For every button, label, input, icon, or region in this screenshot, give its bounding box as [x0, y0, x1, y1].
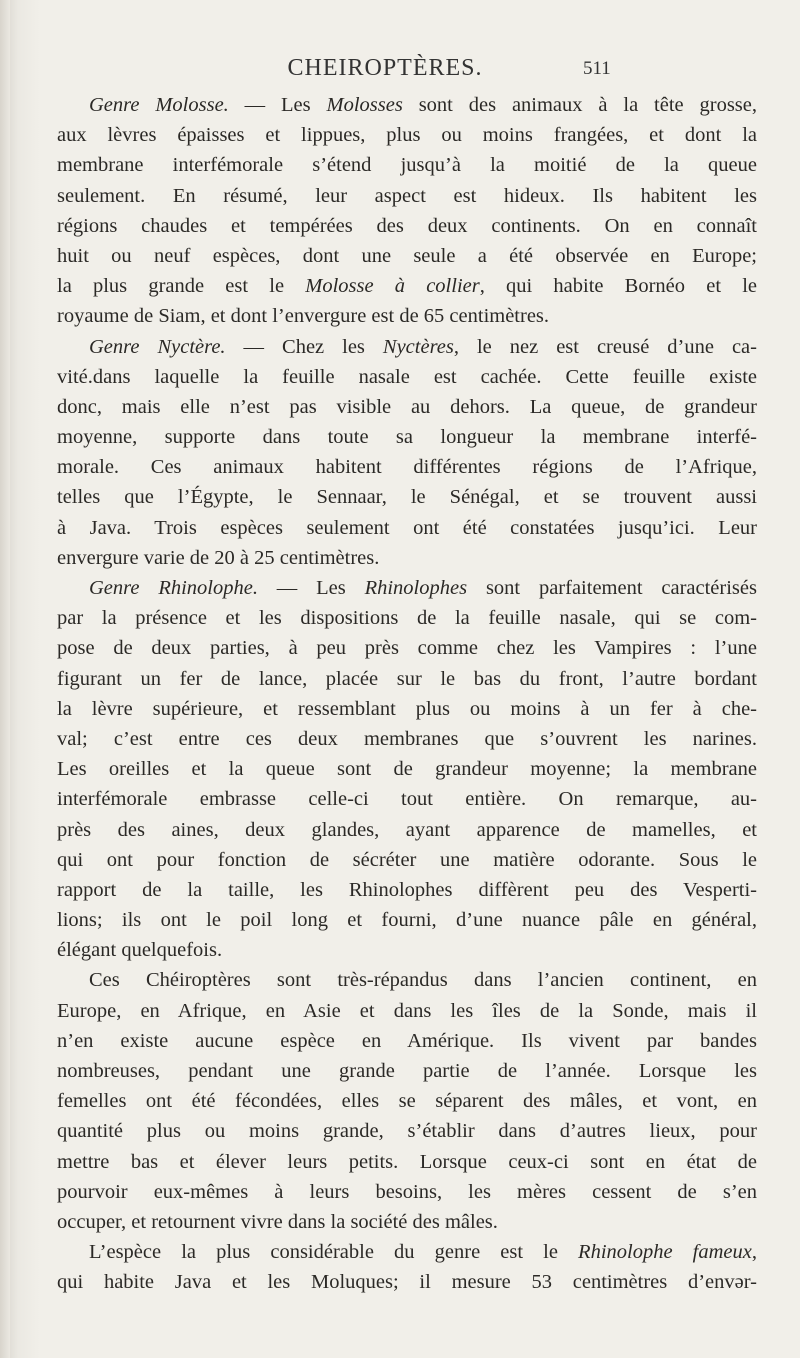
text-line: [57, 1207, 757, 1237]
text-run: la lèvre supérieure, et ressemblant plus ou moins à un fer à che-: [57, 697, 757, 720]
text-run: pose de deux parties, à peu près comme chez les Vampires : l’une: [57, 637, 757, 660]
text-run: lions; ils ont le poil long et fourni, d’une nuance pâle en général,: [57, 909, 757, 932]
text-run: moyenne, supporte dans toute sa longueur la membrane interfé-: [57, 426, 757, 449]
text-run: donc, mais elle n’est pas visible au dehors. La queue, de grandeur: [57, 395, 757, 418]
text-line: [57, 181, 757, 211]
text-run: la plus grande est le: [57, 275, 306, 298]
text-run: élégant quelquefois.: [57, 939, 223, 962]
text-run: sont parfaitement caractérisés: [467, 577, 757, 599]
text-run: qui ont pour fonction de sécréter une matière odorante. Sous le: [57, 848, 757, 871]
text-line: [57, 1147, 757, 1177]
text-line: [57, 422, 757, 452]
page-number: 511: [583, 58, 611, 79]
text-line: [57, 1026, 757, 1056]
text-line: [57, 513, 757, 543]
italic-text: Rhinolophes: [364, 577, 468, 599]
text-run: Les oreilles et la queue sont de grandeur moyenne; la membrane: [57, 758, 757, 781]
text-run: val; c’est entre ces deux membranes que s’ouvrent les narines.: [57, 727, 757, 750]
text-run: régions chaudes et tempérées des deux continents. On en connaît: [57, 214, 757, 237]
text-line: [57, 603, 757, 633]
text-run: telles que l’Égypte, le Sennaar, le Sénégal, et se trouvent aussi: [57, 486, 757, 509]
italic-text: Rhinolophe fameux: [578, 1241, 752, 1264]
text-line: [57, 362, 757, 392]
text-line: [57, 664, 757, 694]
italic-text: Genre Rhinolophe.: [89, 577, 258, 599]
text-run: près des aines, deux glandes, ayant apparence de mamelles, et: [57, 818, 757, 841]
text-run: nombreuses, pendant une grande partie de l’année. Lorsque les: [57, 1060, 757, 1082]
running-head: CHEIROPTÈRES.: [287, 55, 483, 81]
text-run: — Les: [228, 94, 327, 116]
italic-text: Molosses: [326, 94, 403, 116]
text-line: [57, 452, 757, 482]
text-line: [57, 633, 757, 663]
text-line: [57, 271, 757, 301]
text-run: par la présence et les dispositions de la feuille nasale, qui se com-: [57, 607, 757, 630]
text-run: sont des animaux à la tête grosse,: [402, 94, 758, 116]
text-line: [57, 875, 757, 905]
text-run: — Chez les: [225, 335, 383, 358]
text-run: pourvoir eux-mêmes à leurs besoins, les mères cessent de s’en: [57, 1180, 757, 1203]
text-line: [57, 1116, 757, 1146]
text-run: femelles ont été fécondées, elles se séparent des mâles, et vont, en: [57, 1090, 757, 1113]
text-run: morale. Ces animaux habitent différentes régions de l’Afrique,: [57, 456, 757, 479]
text-run: à Java. Trois espèces seulement ont été constatées jusqu’ici. Leur: [57, 516, 757, 539]
text-line: [57, 1177, 757, 1207]
text-line: [57, 694, 757, 724]
text-line: [57, 90, 757, 120]
text-line: [57, 241, 757, 271]
text-run: interfémorale embrasse celle-ci tout entière. On remarque, au-: [57, 788, 757, 811]
italic-text: Genre Nyctère.: [89, 335, 226, 358]
text-run: Ces Chéiroptères sont très-répandus dans l’ancien continent, en: [89, 969, 757, 992]
text-run: figurant un fer de lance, placée sur le bas du front, l’autre bordant: [57, 667, 757, 690]
text-line: [57, 845, 757, 875]
italic-text: Nyctères: [382, 335, 454, 358]
text-run: mettre bas et élever leurs petits. Lorsque ceux-ci sont en état de: [57, 1150, 757, 1173]
text-line: [57, 935, 757, 965]
text-run: royaume de Siam, et dont l’envergure est de 65 centimètres.: [57, 305, 550, 328]
text-line: [57, 1267, 757, 1297]
text-line: [57, 543, 757, 573]
text-run: n’en existe aucune espèce en Amérique. Ils vivent par bandes: [57, 1029, 757, 1052]
text-line: [57, 996, 757, 1026]
text-line: [57, 724, 757, 754]
italic-text: Molosse à collier: [305, 275, 480, 298]
italic-text: Genre Molosse.: [89, 94, 229, 116]
text-run: , qui habite Bornéo et le: [479, 275, 757, 298]
text-run: Europe, en Afrique, en Asie et dans les îles de la Sonde, mais il: [57, 999, 757, 1022]
text-run: huit ou neuf espèces, dont une seule a été observée en Europe;: [57, 244, 757, 267]
text-run: ,: [751, 1241, 757, 1264]
text-line: [57, 905, 757, 935]
text-run: — Les: [257, 577, 365, 599]
text-run: qui habite Java et les Moluques; il mesure 53 centimètres d’envər-: [57, 1271, 757, 1294]
text-line: [57, 965, 757, 995]
text-line: [57, 754, 757, 784]
text-line: [57, 1056, 757, 1086]
text-run: , le nez est creusé d’une ca-: [453, 335, 757, 358]
text-run: seulement. En résumé, leur aspect est hideux. Ils habitent les: [57, 184, 757, 207]
text-line: [57, 784, 757, 814]
text-run: vité.dans laquelle la feuille nasale est cachée. Cette feuille existe: [57, 365, 757, 388]
text-line: [57, 815, 757, 845]
text-line: [57, 1237, 757, 1267]
text-line: [57, 573, 757, 603]
text-run: membrane interfémorale s’étend jusqu’à la moitié de la queue: [57, 154, 757, 177]
text-run: aux lèvres épaisses et lippues, plus ou moins frangées, et dont la: [57, 124, 757, 147]
text-run: quantité plus ou moins grande, s’établir dans d’autres lieux, pour: [57, 1120, 757, 1143]
text-line: [57, 301, 757, 331]
text-line: [57, 211, 757, 241]
text-line: [57, 392, 757, 422]
text-line: [57, 120, 757, 150]
text-line: [57, 1086, 757, 1116]
text-line: [57, 150, 757, 180]
body-text: [57, 90, 757, 1298]
text-line: [57, 332, 757, 362]
text-run: envergure varie de 20 à 25 centimètres.: [57, 546, 380, 569]
page-gutter-shadow: [0, 0, 10, 1358]
text-line: [57, 482, 757, 512]
text-run: occuper, et retournent vivre dans la société des mâles.: [57, 1210, 498, 1233]
text-run: rapport de la taille, les Rhinolophes diffèrent peu des Vesperti-: [57, 878, 757, 901]
text-run: L’espèce la plus considérable du genre est le: [89, 1241, 579, 1264]
